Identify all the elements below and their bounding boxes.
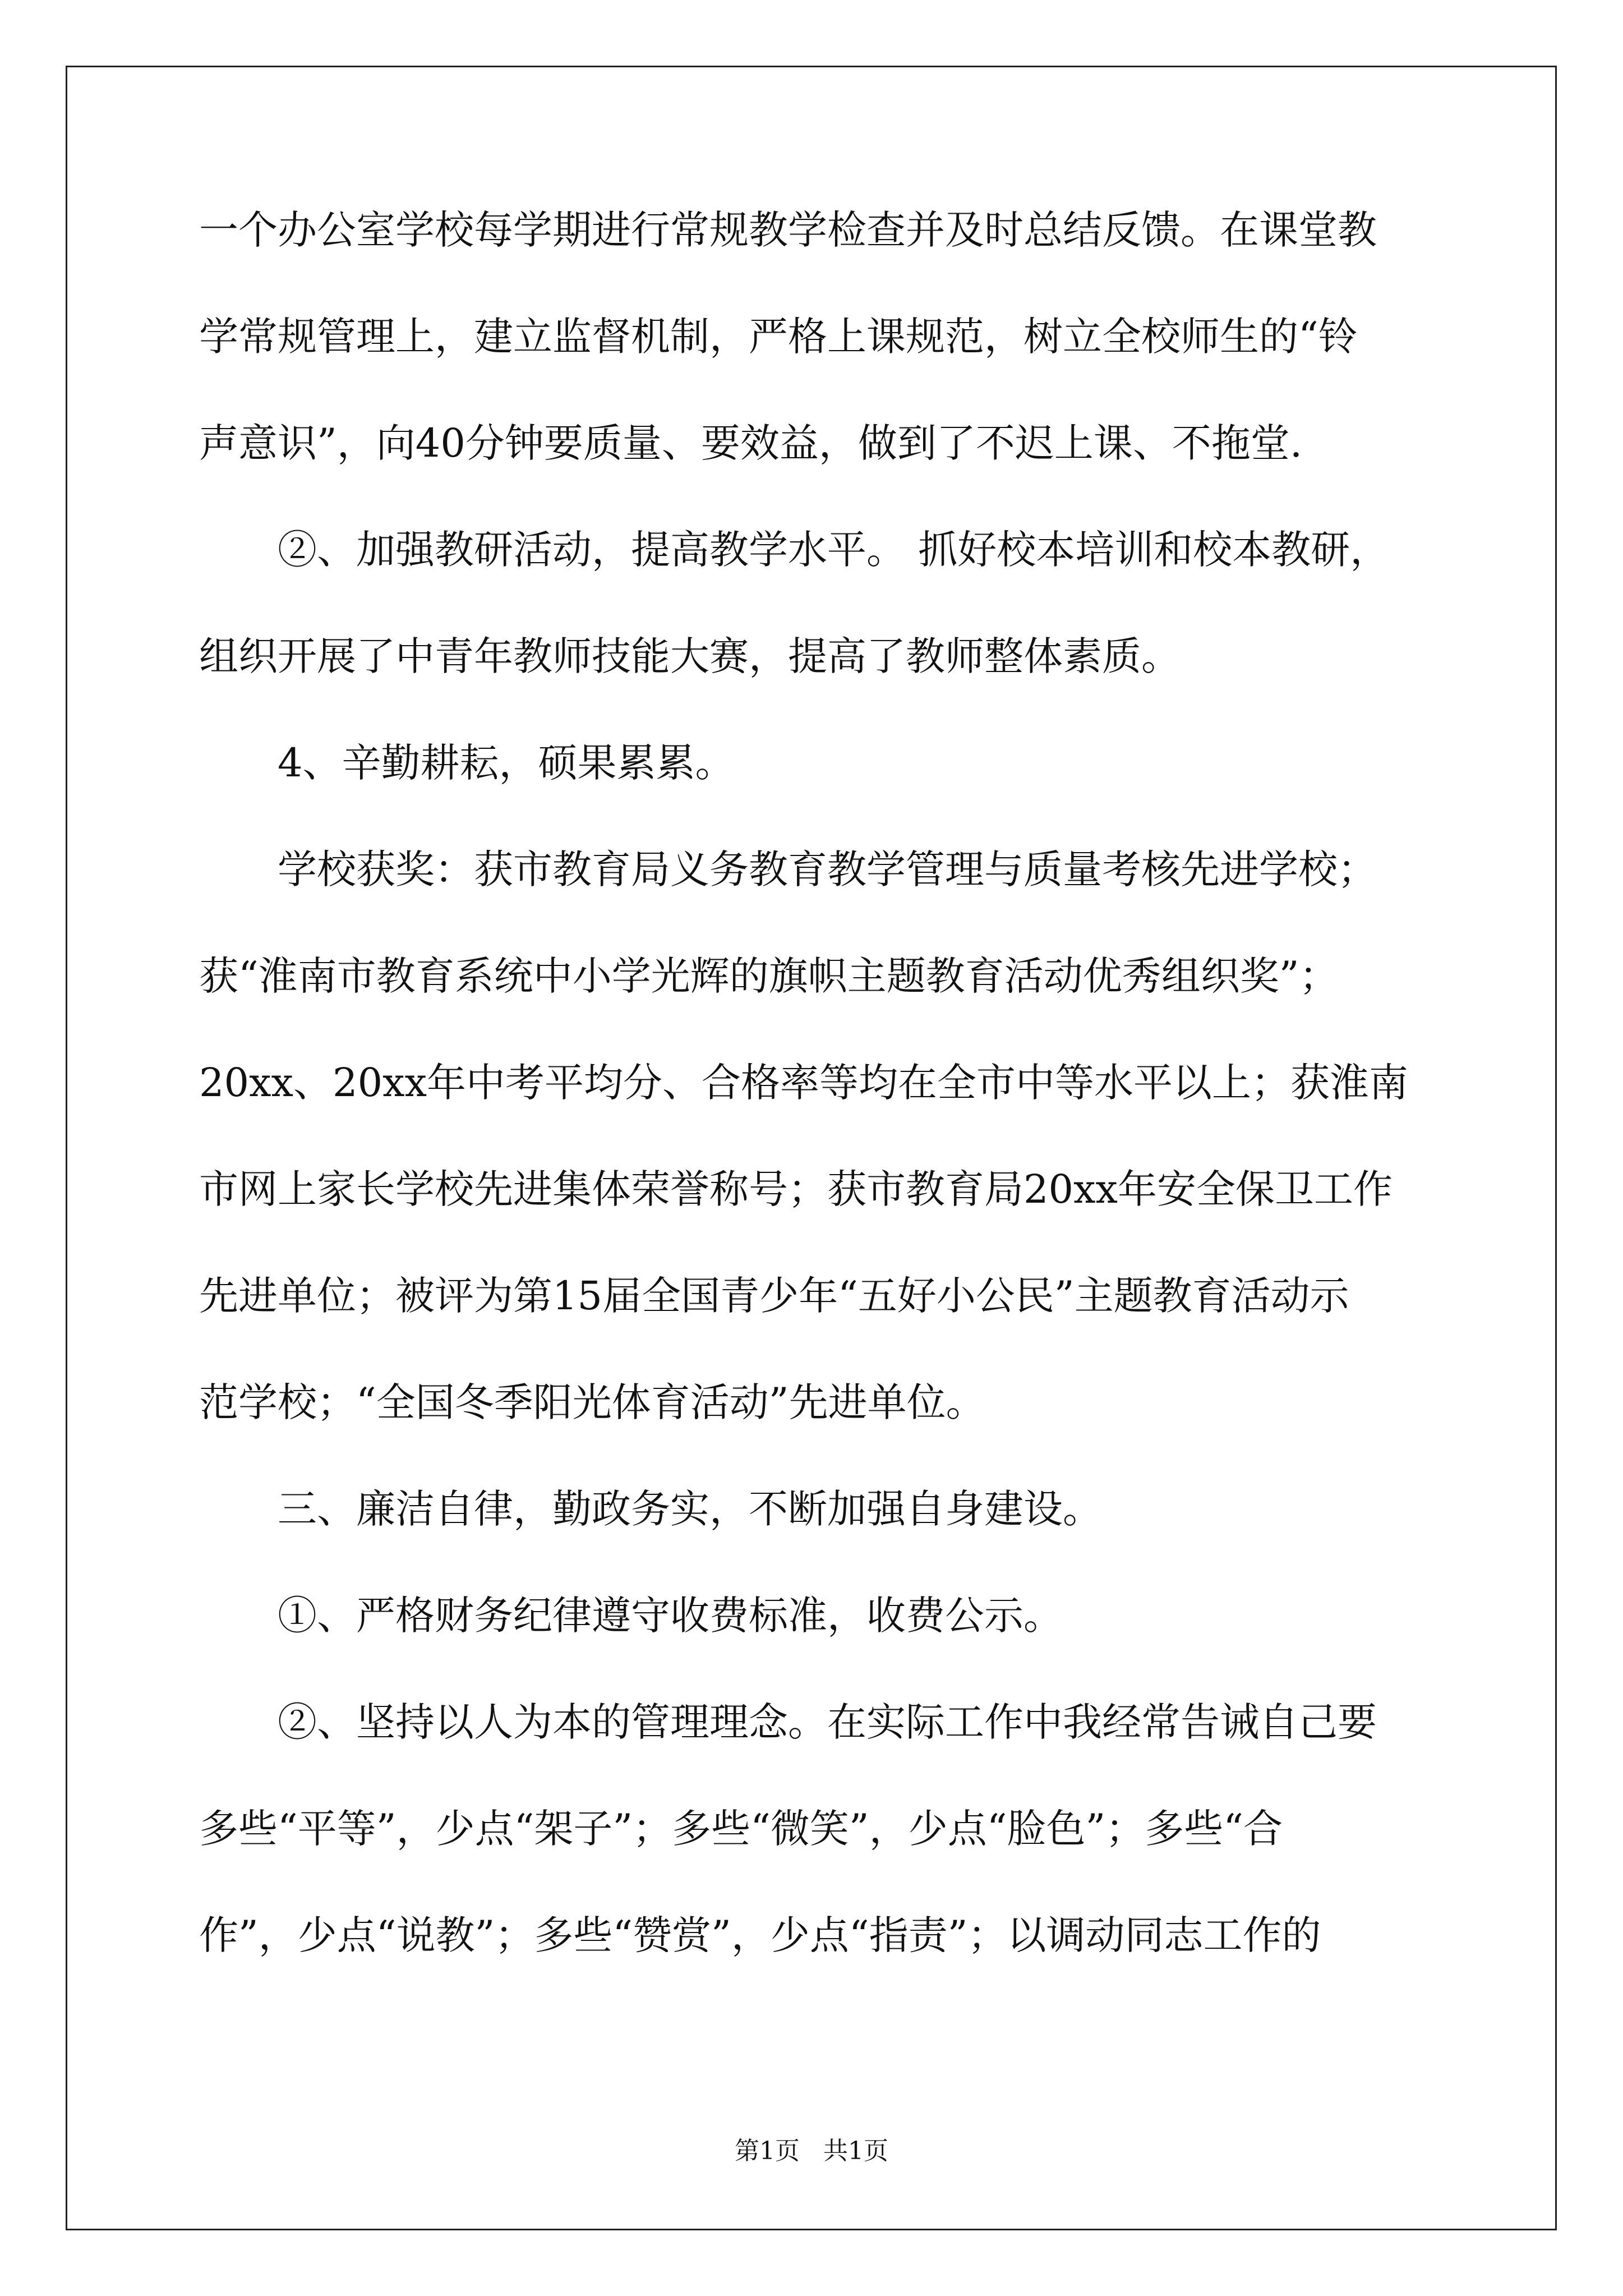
text-line: 20xx、20xx年中考平均分、合格率等均在全市中等水平以上；获淮南 xyxy=(199,1060,1409,1106)
text-line: 学常规管理上，建立监督机制，严格上课规范，树立全校师生的“铃 xyxy=(199,314,1358,360)
text-line: 获“淮南市教育系统中小学光辉的旗帜主题教育活动优秀组织奖”； xyxy=(199,953,1339,999)
text-line: 一个办公室学校每学期进行常规教学检查并及时总结反馈。在课堂教 xyxy=(199,207,1377,253)
text-line: 先进单位；被评为第15届全国青少年“五好小公民”主题教育活动示 xyxy=(199,1273,1349,1319)
text-line: ①、严格财务纪律遵守收费标准，收费公示。 xyxy=(199,1593,1063,1639)
text-line: 多些“平等”，少点“架子”；多些“微笑”，少点“脸色”；多些“合 xyxy=(199,1806,1283,1852)
text-line: ②、加强教研活动，提高教学水平。 抓好校本培训和校本教研， xyxy=(199,527,1390,573)
text-line: 三、廉洁自律，勤政务实，不断加强自身建设。 xyxy=(199,1486,1102,1532)
text-line: 范学校；“全国冬季阳光体育活动”先进单位。 xyxy=(199,1379,985,1425)
text-line: 4、辛勤耕耘，硕果累累。 xyxy=(199,740,735,786)
text-line: 组织开展了中青年教师技能大赛，提高了教师整体素质。 xyxy=(199,633,1181,679)
text-line: 声意识”，向40分钟要质量、要效益，做到了不迟上课、不拖堂. xyxy=(199,420,1303,466)
page-footer: 第1页 共1页 xyxy=(735,2137,888,2165)
text-line: 学校获奖：获市教育局义务教育教学管理与质量考核先进学校； xyxy=(199,846,1377,892)
text-line: 市网上家长学校先进集体荣誉称号；获市教育局20xx年安全保卫工作 xyxy=(199,1166,1393,1212)
text-line: ②、坚持以人为本的管理理念。在实际工作中我经常告诫自己要 xyxy=(199,1699,1377,1745)
document-body xyxy=(199,207,1472,2022)
text-line: 作”，少点“说教”；多些“赞赏”，少点“指责”；以调动同志工作的 xyxy=(199,1912,1321,1958)
